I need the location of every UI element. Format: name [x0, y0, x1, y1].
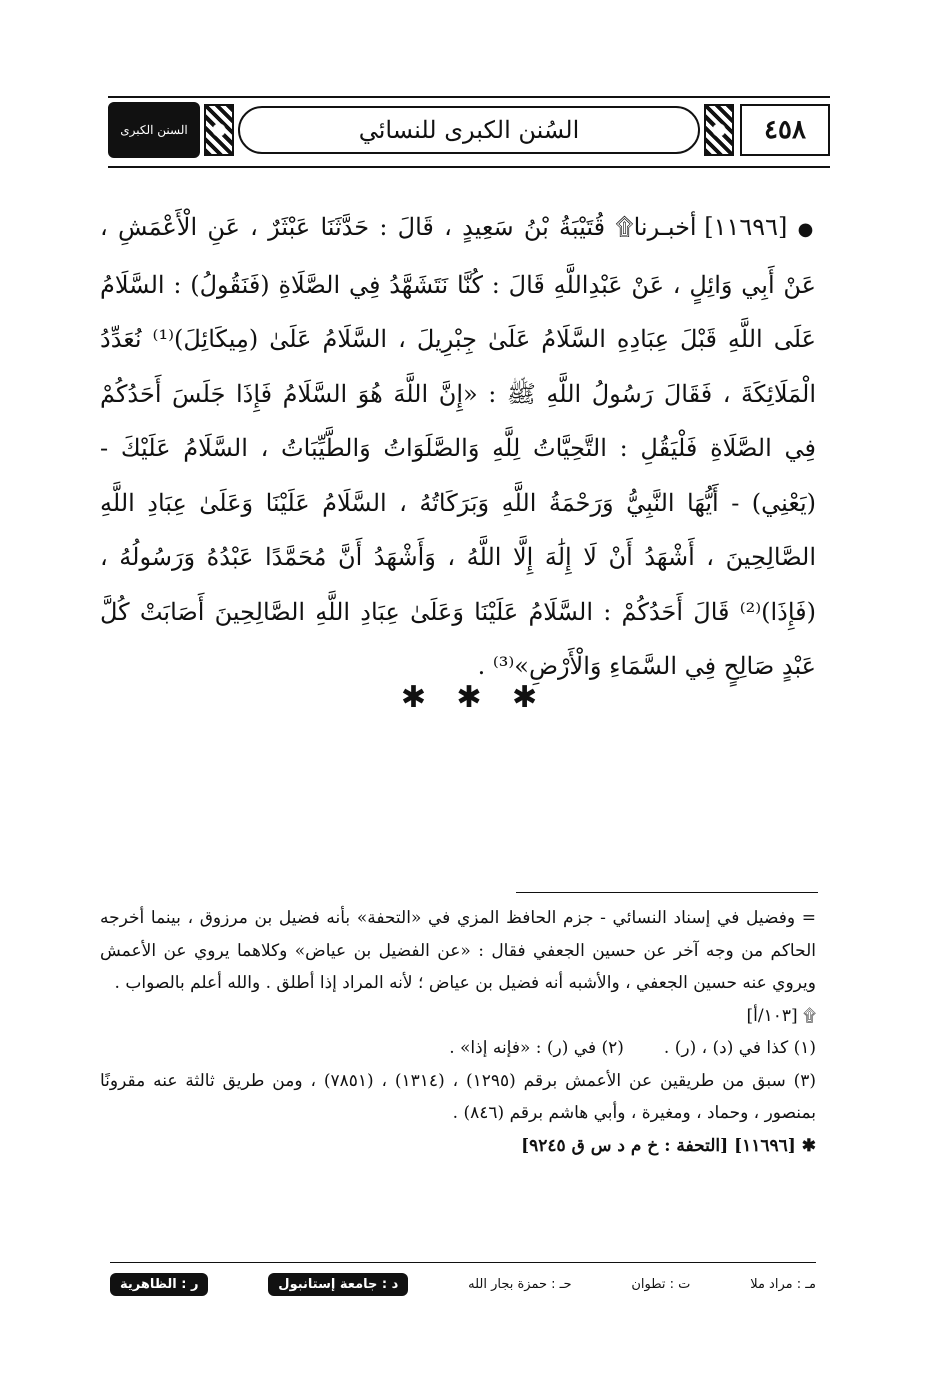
- siglum-d: د : جامعة إستانبول: [268, 1273, 408, 1296]
- folio-marker: ۩ [١٠٣/أ]: [746, 1005, 816, 1026]
- hadith-text: [100, 200, 816, 694]
- footnotes: [100, 902, 816, 1162]
- footnote-3: (٣) سبق من طريقين عن الأعمش برقم (١٢٩٥) ، (١٣١٤) ، (٧٨٥١) ، ومن طريق ثالثة عنه مقرونًا بمنصور ، وحماد ، ومغيرة ، وأبي هاشم برقم (٨٤٦) .: [100, 1070, 817, 1123]
- siglum-t: ت : تطوان: [631, 1276, 691, 1292]
- bullet-icon: ●: [797, 219, 816, 240]
- footnote-2: (٢) في (ر) : «فإنه إذا» .: [449, 1038, 624, 1058]
- book-logo: السنن الكبرى: [108, 102, 200, 158]
- footnote-continued: = وفضيل في إسناد النسائي - جزم الحافظ المزي في «التحفة» بأنه فضيل بن مرزوق ، بينما أخرجه الحاكم من وجه آخر عن حسين الجعفي فقال : «عن الفضيل بن عياض» وكلاهما يروي عن الأعمش ويروي عنه حسين الجعفي ، والأشبه أنه فضيل بن عياض ؛ لأنه المراد إذا أطلق . والله أعلم بالصواب .: [100, 908, 816, 993]
- footnote-row: [100, 1032, 816, 1065]
- header-top-rule: [108, 96, 830, 98]
- siglum-h: حـ : حمزة بجار الله: [468, 1276, 572, 1292]
- ornament-right: [704, 104, 734, 156]
- footer-rule: [110, 1262, 816, 1263]
- ornament-left: [204, 104, 234, 156]
- siglum-m: مـ : مراد ملا: [750, 1276, 816, 1292]
- tuhfa-reference: ✱ [١١٦٩٦] [التحفة : خ م د س ق ٩٢٤٥]: [521, 1135, 816, 1156]
- footnote-1: (١) كذا في (د) ، (ر) .: [663, 1038, 816, 1058]
- hadith-paragraph: [١١٦٩٦] أخبـرنا۩ قُتَيْبَةُ بْنُ سَعِيدٍ ، قَالَ : حَدَّثَنَا عَبْثَرٌ ، عَنِ الْأَعْمَشِ ، عَنْ أَبِي وَائِلٍ ، عَنْ عَبْدِاللَّهِ قَالَ : كُنَّا نَتَشَهَّدُ فِي الصَّلَاةِ (فَنَقُولُ) : السَّلَامُ عَلَى اللَّهِ قَبْلَ عِبَادِهِ السَّلَامُ عَلَىٰ جِبْرِيلَ ، السَّلَامُ عَلَىٰ (مِيكَائِلَ)⁽¹⁾ نُعَدِّدُ الْمَلَائِكَةَ ، فَقَالَ رَسُولُ اللَّهِ ﷺ : «إِنَّ اللَّهَ هُوَ السَّلَامُ فَإِذَا جَلَسَ أَحَدُكُمْ فِي الصَّلَاةِ فَلْيَقُلِ : التَّحِيَّاتُ لِلَّهِ وَالصَّلَوَاتُ وَالطَّيِّبَاتُ ، السَّلَامُ عَلَيْكَ - (يَعْنِي) - أَيُّهَا النَّبِيُّ وَرَحْمَةُ اللَّهِ وَبَرَكَاتُهُ ، السَّلَامُ عَلَيْنَا وَعَلَىٰ عِبَادِ اللَّهِ الصَّالِحِينَ ، أَشْهَدُ أَنْ لَا إِلَٰهَ إِلَّا اللَّهُ ، وَأَشْهَدُ أَنَّ مُحَمَّدًا عَبْدُهُ وَرَسُولُهُ ، (فَإِذَا)⁽²⁾ قَالَ أَحَدُكُمْ : السَّلَامُ عَلَيْنَا وَعَلَىٰ عِبَادِ اللَّهِ الصَّالِحِينَ أَصَابَتْ كُلَّ عَبْدٍ صَالِحٍ فِي السَّمَاءِ وَالْأَرْضِ»⁽³⁾ .: [100, 213, 816, 680]
- footnote-rule: [516, 892, 818, 893]
- page-header: [108, 96, 830, 168]
- section-separator: ✱ ✱ ✱: [400, 680, 548, 715]
- header-bottom-rule: [108, 166, 830, 168]
- manuscript-sigla: [110, 1266, 816, 1302]
- running-title: السُنن الكبرى للنسائي: [238, 106, 700, 154]
- page-number: ٤٥٨: [740, 104, 830, 156]
- siglum-r: ر : الظاهرية: [110, 1273, 208, 1296]
